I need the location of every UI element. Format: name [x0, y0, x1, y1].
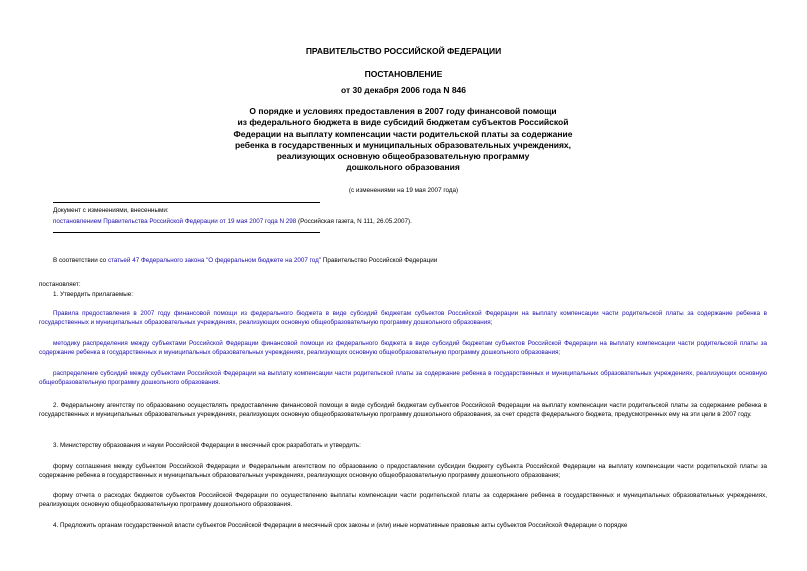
item-3-form-report-text: форму отчета о расходах бюджетов субъектов Российской Федерации по осуществлению выплаты компенсации части родительской платы за содержание ребенка в государственных и муниципальных образовательных учреждениях, реализующих основную общеобразовательную программу дошкольного образования.: [39, 492, 767, 508]
divider-bottom: [53, 232, 320, 233]
law-link[interactable]: статьей 47 Федерального закона "О федеральном бюджете на 2007 год": [107, 257, 322, 264]
item-4: [39, 522, 767, 531]
item-2: [39, 402, 767, 419]
title-line: из федерального бюджета в виде субсидий бюджетам субъектов Российской: [237, 117, 569, 128]
title-line: дошкольного образования: [346, 162, 460, 173]
approved-rules-text: Правила предоставления в 2007 году финансовой помощи из федерального бюджета в виде субсидий бюджетам субъектов Российской Федерации на выплату компенсации части родительской платы за содержание ребенка в государственных и муниципальных образовательных учреждениях, реализующих основную общеобразовательную программу дошкольного образования;: [39, 310, 767, 326]
amendments-line: [53, 218, 412, 227]
item-2-text: 2. Федеральному агентству по образованию осуществлять предоставление финансовой помощи в виде субсидий бюджетам субъектов Российской Федерации на выплату компенсации части родительской платы за содержание ребенка в государственных и муниципальных образовательных учреждениях, реализующих основную общеобразовательную программу дошкольного образования, за счет средств федерального бюджета, предусмотренных ему на эти цели в 2007 году.: [39, 402, 767, 418]
title-line: О порядке и условиях предоставления в 2007 году финансовой помощи: [249, 106, 557, 116]
item-3-form-report: [39, 492, 767, 509]
title-line: ребенка в государственных и муниципальных образовательных учреждениях,: [234, 139, 572, 150]
document-date-number: от 30 декабря 2006 года N 846: [340, 85, 467, 95]
approved-method-link[interactable]: [39, 340, 767, 357]
preamble-text-end: Правительство Российской Федерации: [321, 257, 438, 264]
item-3-form-agreement: [39, 463, 767, 480]
amendment-link[interactable]: постановлением Правительства Российской Федерации от 19 мая 2007 года N 298: [53, 218, 297, 225]
preamble-text: В соответствии со: [53, 257, 108, 264]
document-type: ПОСТАНОВЛЕНИЕ: [364, 69, 443, 79]
amendments-intro: Документ с изменениями, внесенными:: [53, 207, 169, 214]
divider-top: [53, 202, 320, 203]
item-1: 1. Утвердить прилагаемые:: [53, 291, 133, 298]
approved-rules-link[interactable]: [39, 310, 767, 327]
preamble: [53, 257, 437, 266]
approved-distribution-text: распределение субсидий между субъектами Российской Федерации на выплату компенсации части родительской платы за содержание ребенка в государственных и муниципальных образовательных учреждениях, реализующих основную общеобразовательную программу дошкольного образования.: [39, 370, 767, 386]
title-line: Федерации на выплату компенсации части родительской платы за содержание: [233, 128, 573, 139]
approved-distribution-link[interactable]: [39, 370, 767, 387]
title-line: реализующих основную общеобразовательную программу: [276, 151, 530, 162]
item-3: 3. Министерству образования и науки Российской Федерации в месячный срок разработать и утвердить:: [53, 442, 361, 449]
item-3-form-agreement-text: форму соглашения между субъектом Российской Федерации и Федеральным агентством по образованию о предоставлении субсидии бюджету субъекта Российской Федерации на выплату компенсации части родительской платы за содержание ребенка в государственных и муниципальных образовательных учреждениях, реализующих основную общеобразовательную программу дошкольного образования;: [39, 463, 767, 479]
item-4-text: 4. Предложить органам государственной власти субъектов Российской Федерации в месячный срок законы и (или) иные нормативные правовые акты субъектов Российской Федерации о порядке: [53, 522, 628, 529]
document-title: [170, 106, 636, 174]
resolves-text: постановляет:: [39, 281, 81, 288]
changes-note: (с изменениями на 19 мая 2007 года): [348, 187, 459, 194]
approved-method-text: методику распределения между субъектами Российской Федерации финансовой помощи из федерального бюджета в виде субсидий бюджетам субъектов Российской Федерации на выплату компенсации части родительской платы за содержание ребенка в государственных и муниципальных образовательных учреждениях, реализующих основную общеобразовательную программу дошкольного образования;: [39, 340, 767, 356]
amendment-source: (Российская газета, N 111, 26.05.2007).: [296, 218, 412, 225]
issuing-authority: ПРАВИТЕЛЬСТВО РОССИЙСКОЙ ФЕДЕРАЦИИ: [305, 46, 502, 56]
